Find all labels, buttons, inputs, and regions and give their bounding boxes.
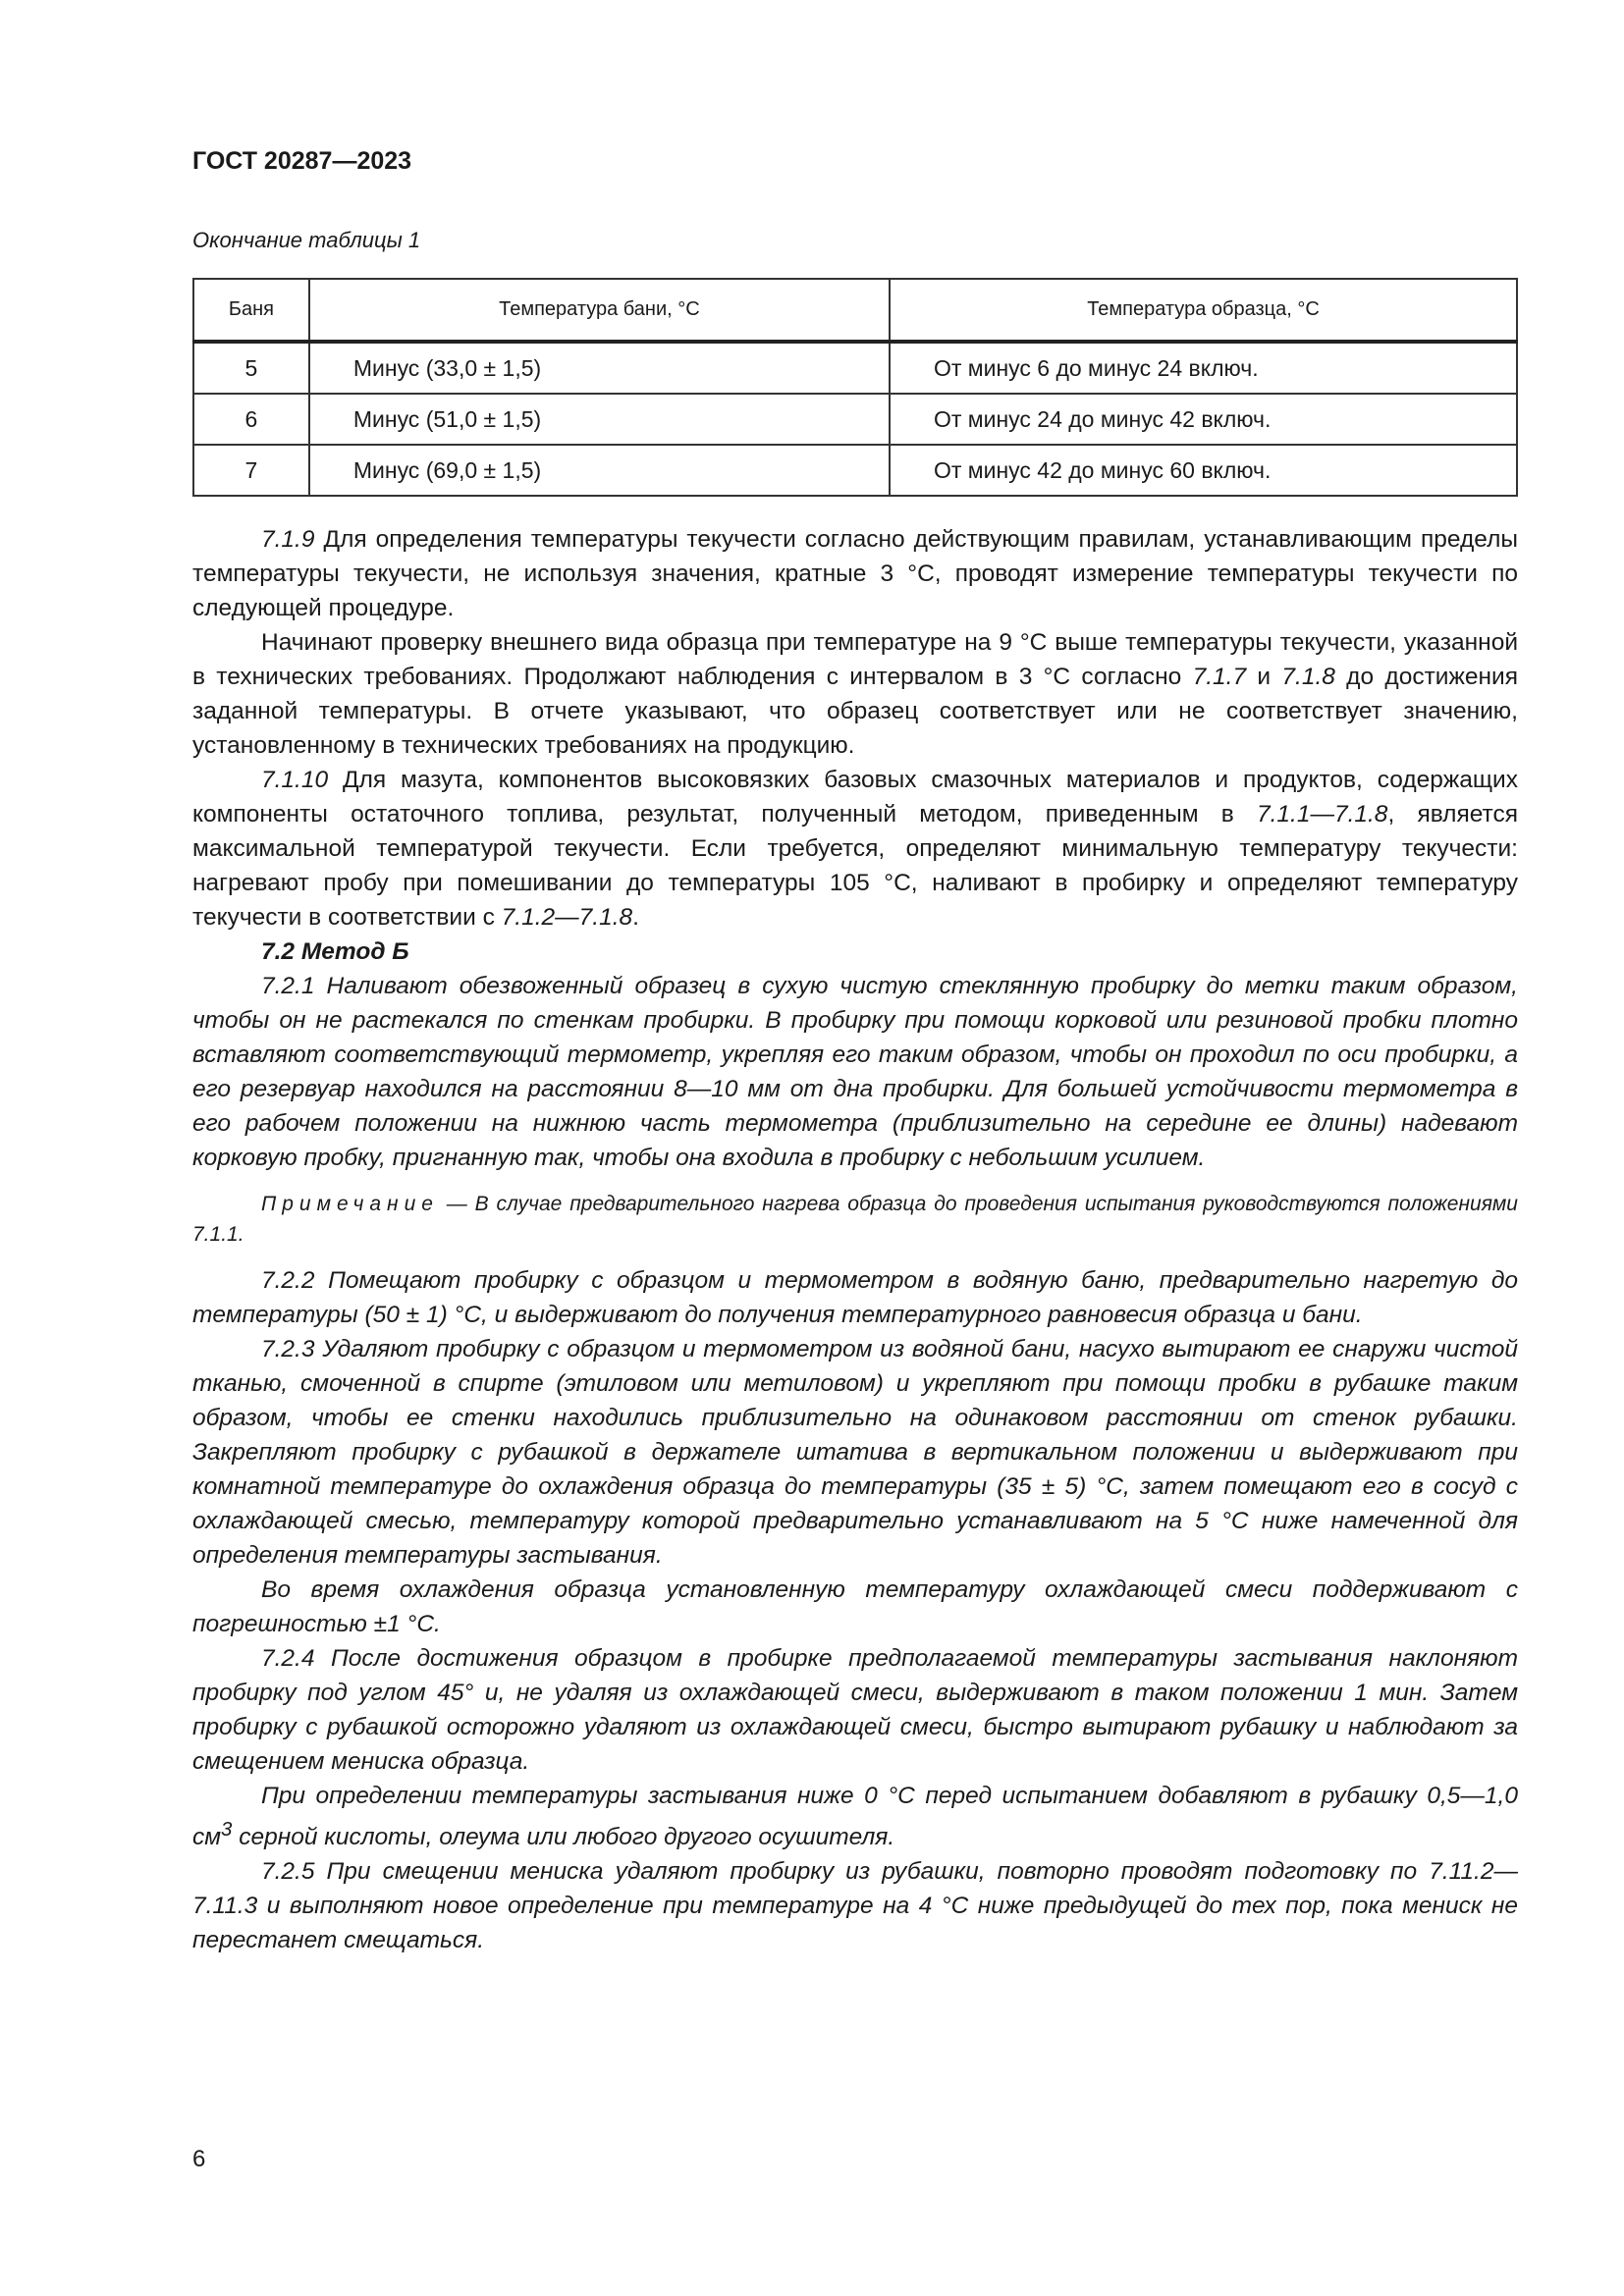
clause-reference: 7.1.7 xyxy=(1192,664,1247,690)
note-text: — В случае предварительного нагрева образца до проведения испытания руководствуются положениями 7.1.1. xyxy=(192,1193,1518,1246)
paragraph-7-2-4-continued xyxy=(192,1779,1518,1854)
table-cell: 6 xyxy=(193,394,309,445)
table-caption: Окончание таблицы 1 xyxy=(192,228,421,252)
paragraph-text: Начинают проверку внешнего вида образца при температуре на 9 °С выше температуры текучести, указанной в технических требованиях. Продолжают наблюдения с интервалом в 3 °С согласно xyxy=(192,629,1518,690)
paragraph-7-1-9-continued xyxy=(192,625,1518,763)
column-header: Температура образца, °С xyxy=(890,279,1517,342)
clause-number: 7.1.10 xyxy=(261,767,329,793)
table-cell: От минус 6 до минус 24 включ. xyxy=(890,342,1517,394)
paragraph-7-2-5: 7.2.5 При смещении мениска удаляют пробирку из рубашки, повторно проводят подготовку по 7.11.2—7.11.3 и выполняют новое определение при температуре на 4 °С ниже предыдущей до тех пор, пока мениск не перестанет смещаться. xyxy=(192,1858,1518,1954)
paragraph-7-2-4: 7.2.4 После достижения образцом в пробирке предполагаемой температуры застывания наклоняют пробирку под углом 45° и, не удаляя из охлаждающей смеси, выдерживают в таком положении 1 мин. Затем пробирку с рубашкой осторожно удаляют из охлаждающей смеси, быстро вытирают рубашку и наблюдают за смещением мениска образца. xyxy=(192,1645,1518,1775)
column-header: Баня xyxy=(193,279,309,342)
paragraph-7-2-3-continued: Во время охлаждения образца установленную температуру охлаждающей смеси поддерживают с погрешностью ±1 °С. xyxy=(192,1576,1518,1637)
paragraph-7-1-10 xyxy=(192,763,1518,934)
clause-number: 7.1.9 xyxy=(261,526,315,553)
document-id: ГОСТ 20287—2023 xyxy=(192,147,412,175)
table-cell: От минус 24 до минус 42 включ. xyxy=(890,394,1517,445)
table-row xyxy=(193,342,1517,394)
paragraph-text: Для мазута, компонентов высоковязких базовых смазочных материалов и продуктов, содержащих компоненты остаточного топлива, результат, полученный методом, приведенным в xyxy=(192,767,1518,828)
paragraph-7-1-9 xyxy=(192,522,1518,625)
paragraph-text: Для определения температуры текучести согласно действующим правилам, устанавливающим пределы температуры текучести, не используя значения, кратные 3 °С, проводят измерение температуры текучести по следующей процедуре. xyxy=(192,526,1518,621)
paragraph-7-2-1: 7.2.1 Наливают обезвоженный образец в сухую чистую стеклянную пробирку до метки таким образом, чтобы он не растекался по стенкам пробирки. В пробирку при помощи корковой или резиновой пробки плотно вставляют соответствующий термометр, укрепляя его таким образом, чтобы он проходил по оси пробирки, а его резервуар находился на расстоянии 8—10 мм от дна пробирки. Для большей устойчивости термометра в его рабочем положении на нижнюю часть термометра (приблизительно на середине ее длины) надевают корковую пробку, пригнанную так, чтобы она входила в пробирку с небольшим усилием. xyxy=(192,973,1518,1171)
column-header: Температура бани, °С xyxy=(309,279,890,342)
paragraph-7-2-2: 7.2.2 Помещают пробирку с образцом и термометром в водяную баню, предварительно нагретую до температуры (50 ± 1) °С, и выдерживают до получения температурного равновесия образца и бани. xyxy=(192,1267,1518,1328)
paragraph-text: серной кислоты, олеума или любого другого осушителя. xyxy=(232,1824,895,1851)
table-cell: Минус (51,0 ± 1,5) xyxy=(309,394,890,445)
section-heading-7-2: 7.2 Метод Б xyxy=(261,938,409,965)
clause-reference: 7.1.8 xyxy=(1281,664,1335,690)
note xyxy=(192,1189,1518,1250)
clause-reference: 7.1.2—7.1.8 xyxy=(501,904,633,931)
paragraph-7-2-3: 7.2.3 Удаляют пробирку с образцом и термометром из водяной бани, насухо вытирают ее снаружи чистой тканью, смоченной в спирте (этиловом или метиловом) и укрепляют при помощи пробки в рубашке таким образом, чтобы ее стенки находились приблизительно на одинаковом расстоянии от стенок рубашки. Закрепляют пробирку с рубашкой в держателе штатива в вертикальном положении и выдерживают при комнатной температуре до охлаждения образца до температуры (35 ± 5) °С, затем помещают его в сосуд с охлаждающей смесью, температуру которой предварительно устанавливают на 5 °С ниже намеченной для определения температуры застывания. xyxy=(192,1336,1518,1569)
paragraph-text: и xyxy=(1246,664,1282,690)
table-cell: 5 xyxy=(193,342,309,394)
table-row xyxy=(193,445,1517,496)
table-cell: Минус (69,0 ± 1,5) xyxy=(309,445,890,496)
paragraph-text: . xyxy=(632,904,639,931)
table-cell: От минус 42 до минус 60 включ. xyxy=(890,445,1517,496)
table-row xyxy=(193,394,1517,445)
paragraph-text: до достижения заданной температуры. В отчете указывают, что образец соответствует или не соответствует значению, установленному в технических требованиях на продукцию. xyxy=(192,664,1518,759)
clause-reference: 7.1.1—7.1.8 xyxy=(1256,801,1388,828)
table-cell: Минус (33,0 ± 1,5) xyxy=(309,342,890,394)
paragraph-text: , является максимальной температурой текучести. Если требуется, определяют минимальную температуру текучести: нагревают пробу при помешивании до температуры 105 °С, наливают в пробирку и определяют температуру текучести в соответствии с xyxy=(192,801,1518,931)
note-label: Примечание xyxy=(261,1193,439,1215)
page-number: 6 xyxy=(192,2146,206,2172)
data-table xyxy=(192,278,1518,497)
body-text xyxy=(192,522,1518,1957)
superscript: 3 xyxy=(221,1819,233,1841)
table-header-row xyxy=(193,279,1517,342)
table-cell: 7 xyxy=(193,445,309,496)
paragraph-text: При определении температуры застывания ниже 0 °С перед испытанием добавляют в рубашку 0,5—1,0 см xyxy=(192,1783,1518,1851)
